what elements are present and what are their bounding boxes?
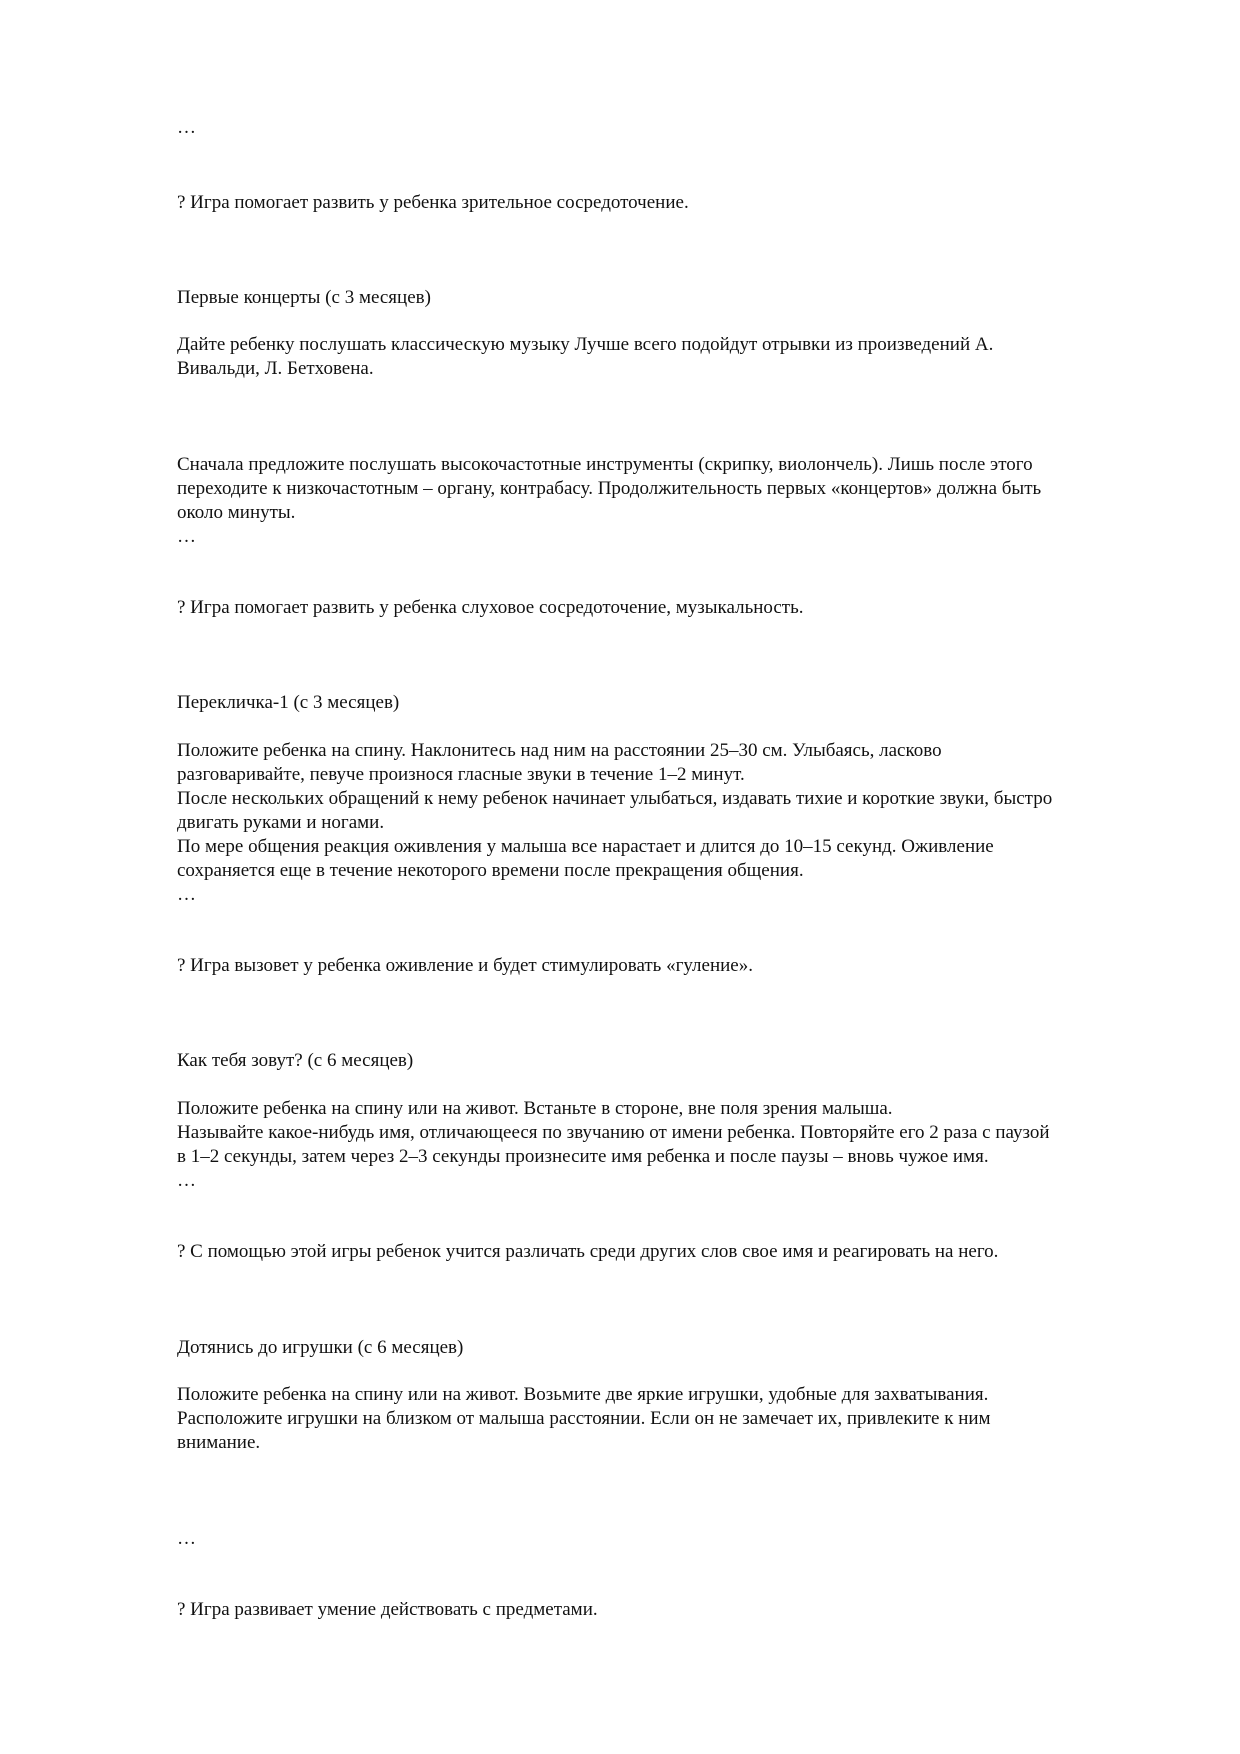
paragraph-line: переходите к низкочастотным – органу, контрабасу. Продолжительность первых «концертов» должна быть [177, 478, 1042, 499]
paragraph-line: двигать руками и ногами. [177, 812, 385, 833]
paragraph-line: Дайте ребенку послушать классическую музыку Лучше всего подойдут отрывки из произведений А. [177, 334, 994, 355]
section-title-roll-call: Перекличка-1 (с 3 месяцев) [177, 692, 400, 713]
paragraph-line: Сначала предложите послушать высокочастотные инструменты (скрипку, виолончель). Лишь после этого [177, 454, 1033, 475]
game-result-line: ? Игра вызовет у ребенка оживление и будет стимулировать «гуление». [177, 955, 753, 976]
game-result-line: ? Игра помогает развить у ребенка слуховое сосредоточение, музыкальность. [177, 597, 804, 618]
ellipsis-line: … [177, 117, 196, 138]
ellipsis-line: … [177, 526, 196, 547]
paragraph-line: Называйте какое-нибудь имя, отличающееся по звучанию от имени ребенка. Повторяйте его 2 раза с паузой [177, 1122, 1050, 1143]
game-result-line: ? С помощью этой игры ребенок учится различать среди других слов свое имя и реагировать на него. [177, 1241, 999, 1262]
paragraph-line: сохраняется еще в течение некоторого времени после прекращения общения. [177, 860, 804, 881]
paragraph-line: После нескольких обращений к нему ребенок начинает улыбаться, издавать тихие и короткие звуки, быстро [177, 788, 1053, 809]
ellipsis-line: … [177, 1528, 196, 1549]
paragraph-line: Расположите игрушки на близком от малыша расстоянии. Если он не замечает их, привлеките к ним [177, 1408, 991, 1429]
section-title-first-concerts: Первые концерты (с 3 месяцев) [177, 287, 431, 308]
ellipsis-line: … [177, 884, 196, 905]
paragraph-line: около минуты. [177, 502, 296, 523]
section-title-whats-your-name: Как тебя зовут? (с 6 месяцев) [177, 1050, 414, 1071]
game-result-line: ? Игра развивает умение действовать с предметами. [177, 1599, 598, 1620]
paragraph-line: разговаривайте, певуче произнося гласные звуки в течение 1–2 минут. [177, 764, 745, 785]
paragraph-line: Положите ребенка на спину или на живот. Возьмите две яркие игрушки, удобные для захватывания. [177, 1384, 989, 1405]
ellipsis-line: … [177, 1170, 196, 1191]
paragraph-line: По мере общения реакция оживления у малыша все нарастает и длится до 10–15 секунд. Оживление [177, 836, 994, 857]
paragraph-line: внимание. [177, 1432, 261, 1453]
paragraph-line: в 1–2 секунды, затем через 2–3 секунды произнесите имя ребенка и после паузы – вновь чужое имя. [177, 1146, 989, 1167]
game-result-line: ? Игра помогает развить у ребенка зрительное сосредоточение. [177, 192, 689, 213]
paragraph-line: Положите ребенка на спину. Наклонитесь над ним на расстоянии 25–30 см. Улыбаясь, ласково [177, 740, 942, 761]
paragraph-line: Положите ребенка на спину или на живот. Встаньте в стороне, вне поля зрения малыша. [177, 1098, 893, 1119]
paragraph-line: Вивальди, Л. Бетховена. [177, 358, 374, 379]
section-title-reach-the-toy: Дотянись до игрушки (с 6 месяцев) [177, 1337, 464, 1358]
